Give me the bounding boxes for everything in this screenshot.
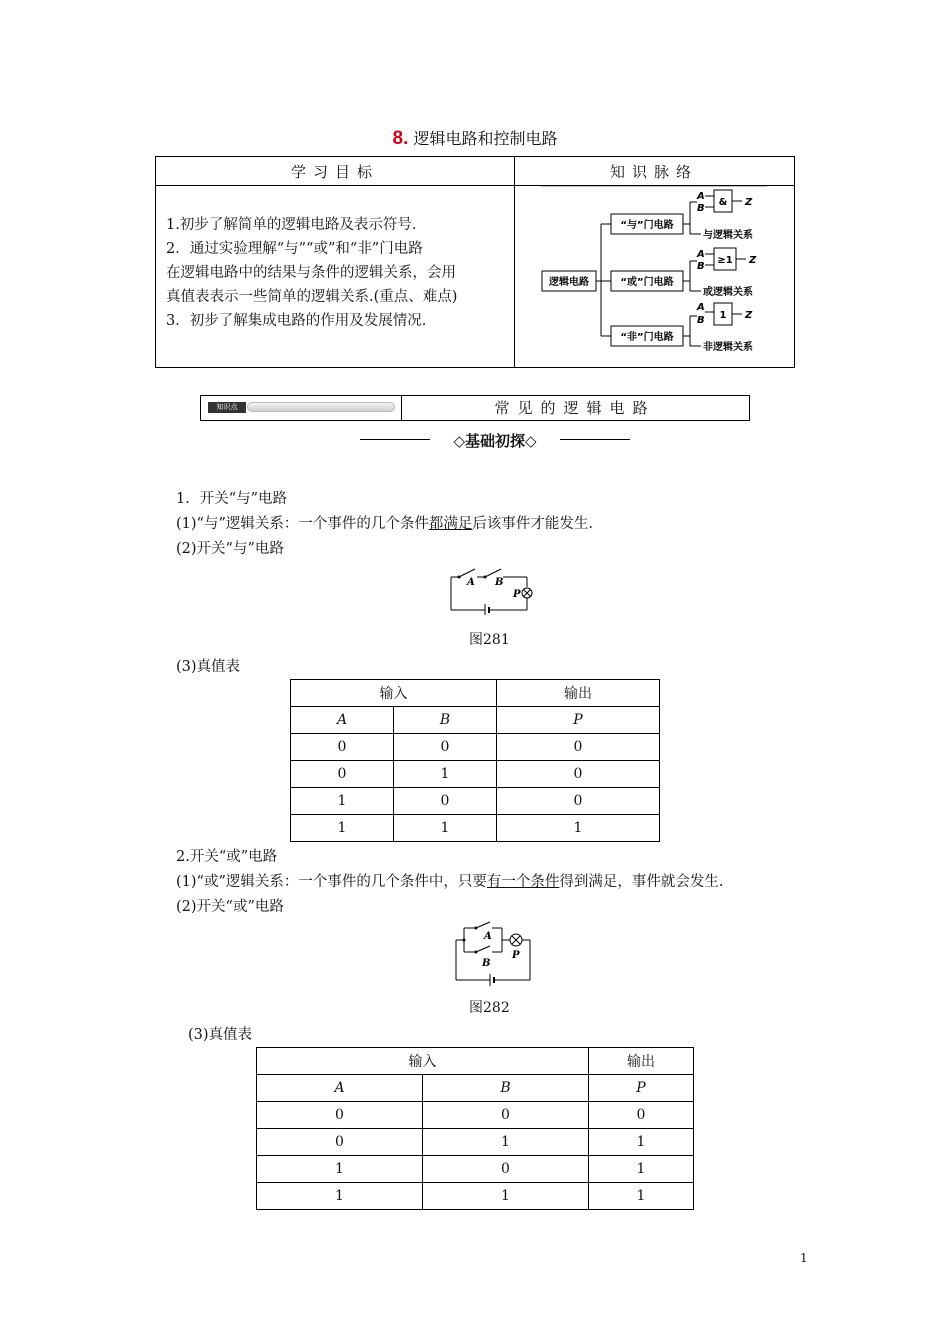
- and-col-b: B: [394, 707, 497, 734]
- mindmap-header: 知识脉络: [609, 163, 698, 181]
- and-circuit-label: (2)开关“与”电路: [176, 541, 284, 557]
- cell: 1: [497, 815, 660, 842]
- table-row: [257, 1156, 694, 1183]
- cell: 1: [423, 1183, 589, 1210]
- and-table-label: (3)真值表: [176, 659, 241, 675]
- cell: 0: [497, 761, 660, 788]
- or-switch-a: A: [484, 931, 492, 942]
- section-heading-text: ◇基础初探◇: [453, 432, 537, 450]
- mindmap-and-gate: “与”门电路: [620, 220, 674, 231]
- and-heading: 1．开关“与”电路: [176, 491, 288, 507]
- and-relation-prefix: (1)“与”逻辑关系：一个事件的几个条件: [176, 516, 429, 532]
- knowledge-point-bar: [200, 395, 750, 421]
- cell: 0: [497, 734, 660, 761]
- table-row: [291, 788, 660, 815]
- or-switch-b: B: [482, 958, 491, 969]
- or-col-p: P: [589, 1075, 694, 1102]
- cell: 0: [497, 788, 660, 815]
- objective-line: 3．初步了解集成电路的作用及发展情况.: [166, 313, 427, 329]
- not-input-a: A: [697, 302, 705, 313]
- cell: 0: [291, 734, 394, 761]
- or-circuit-diagram: [450, 920, 540, 988]
- cell: 0: [423, 1156, 589, 1183]
- table-row: [291, 761, 660, 788]
- mindmap-root: 逻辑电路: [549, 277, 589, 288]
- cell: 0: [589, 1102, 694, 1129]
- cell: 0: [394, 788, 497, 815]
- objectives-table: [155, 156, 795, 368]
- and-relation-suffix: 后该事件才能发生.: [472, 516, 593, 532]
- cell: 1: [291, 788, 394, 815]
- cell: 0: [291, 761, 394, 788]
- or-heading: 2.开关“或”电路: [176, 849, 278, 865]
- or-truth-table: [256, 1047, 694, 1210]
- objectives-list: [166, 213, 511, 333]
- and-figure-caption: 图281: [469, 632, 510, 648]
- and-table-input-header: 输入: [291, 680, 497, 707]
- cell: 1: [394, 815, 497, 842]
- and-switch-a: A: [467, 577, 475, 588]
- table-row: [257, 1183, 694, 1210]
- cell: 1: [257, 1156, 423, 1183]
- or-col-a: A: [257, 1075, 423, 1102]
- or-gate-symbol: ≥1: [717, 255, 733, 266]
- and-switch-b: B: [495, 577, 504, 588]
- or-figure-caption: 图282: [469, 1000, 510, 1016]
- not-input-b: B: [697, 315, 705, 326]
- table-row: [257, 1129, 694, 1156]
- table-row: [291, 815, 660, 842]
- or-col-b: B: [423, 1075, 589, 1102]
- section-heading: [360, 430, 630, 450]
- mindmap-or-gate: “或”门电路: [620, 277, 674, 288]
- or-input-a: A: [697, 249, 705, 260]
- cell: 1: [589, 1129, 694, 1156]
- and-relation-key: 都满足: [428, 516, 473, 532]
- or-table-input-header: 输入: [257, 1048, 589, 1075]
- and-output-z: Z: [745, 197, 753, 208]
- objective-line: 1.初步了解简单的逻辑电路及表示符号.: [166, 217, 417, 233]
- or-table-label: (3)真值表: [188, 1027, 253, 1043]
- table-row: [257, 1102, 694, 1129]
- page-title: [0, 126, 950, 150]
- and-relation: 与逻辑关系: [703, 230, 753, 241]
- or-lamp-p: P: [512, 950, 520, 961]
- cell: 1: [589, 1183, 694, 1210]
- cell: 0: [423, 1102, 589, 1129]
- and-col-p: P: [497, 707, 660, 734]
- knowledge-point-tag: 知识点: [208, 402, 246, 413]
- cell: 0: [394, 734, 497, 761]
- and-input-b: B: [697, 203, 705, 214]
- title-text: 逻辑电路和控制电路: [413, 129, 558, 148]
- table-row: [291, 734, 660, 761]
- and-relation-text: [176, 512, 593, 533]
- objective-line: 真值表表示一些简单的逻辑关系.(重点、难点): [166, 289, 458, 305]
- cell: 1: [291, 815, 394, 842]
- and-circuit-diagram: [445, 565, 540, 615]
- or-circuit-label: (2)开关“或”电路: [176, 899, 284, 915]
- objective-line: 在逻辑电路中的结果与条件的逻辑关系，会用: [166, 265, 456, 281]
- cell: 0: [257, 1129, 423, 1156]
- or-output-z: Z: [749, 255, 757, 266]
- and-col-a: A: [291, 707, 394, 734]
- and-input-a: A: [697, 191, 705, 202]
- objectives-header: 学习目标: [290, 163, 379, 181]
- or-input-b: B: [697, 261, 705, 272]
- page-number: 1: [800, 1251, 808, 1265]
- cell: 1: [257, 1183, 423, 1210]
- cell: 1: [394, 761, 497, 788]
- cell: 0: [257, 1102, 423, 1129]
- cell: 1: [423, 1129, 589, 1156]
- and-gate-symbol: &: [718, 197, 728, 208]
- or-relation-prefix: (1)“或”逻辑关系：一个事件的几个条件中，只要: [176, 874, 487, 890]
- knowledge-mindmap: [515, 186, 795, 368]
- knowledge-point-track: [247, 402, 395, 412]
- not-output-z: Z: [745, 310, 753, 321]
- or-relation: 或逻辑关系: [703, 287, 753, 298]
- cell: 1: [589, 1156, 694, 1183]
- not-relation: 非逻辑关系: [703, 342, 753, 353]
- or-relation-text: [176, 870, 723, 891]
- mindmap-not-gate: “非”门电路: [620, 332, 674, 343]
- or-relation-key: 有一个条件: [486, 874, 560, 890]
- objective-line: 2．通过实验理解“与”“或”和“非”门电路: [166, 241, 423, 257]
- or-table-output-header: 输出: [589, 1048, 694, 1075]
- title-number: 8.: [392, 128, 409, 149]
- and-table-output-header: 输出: [497, 680, 660, 707]
- and-truth-table: [290, 679, 660, 842]
- and-lamp-p: P: [513, 589, 521, 600]
- not-gate-symbol: 1: [719, 310, 727, 321]
- or-relation-suffix: 得到满足，事件就会发生.: [559, 874, 724, 890]
- knowledge-point-title: 常见的逻辑电路: [494, 399, 656, 417]
